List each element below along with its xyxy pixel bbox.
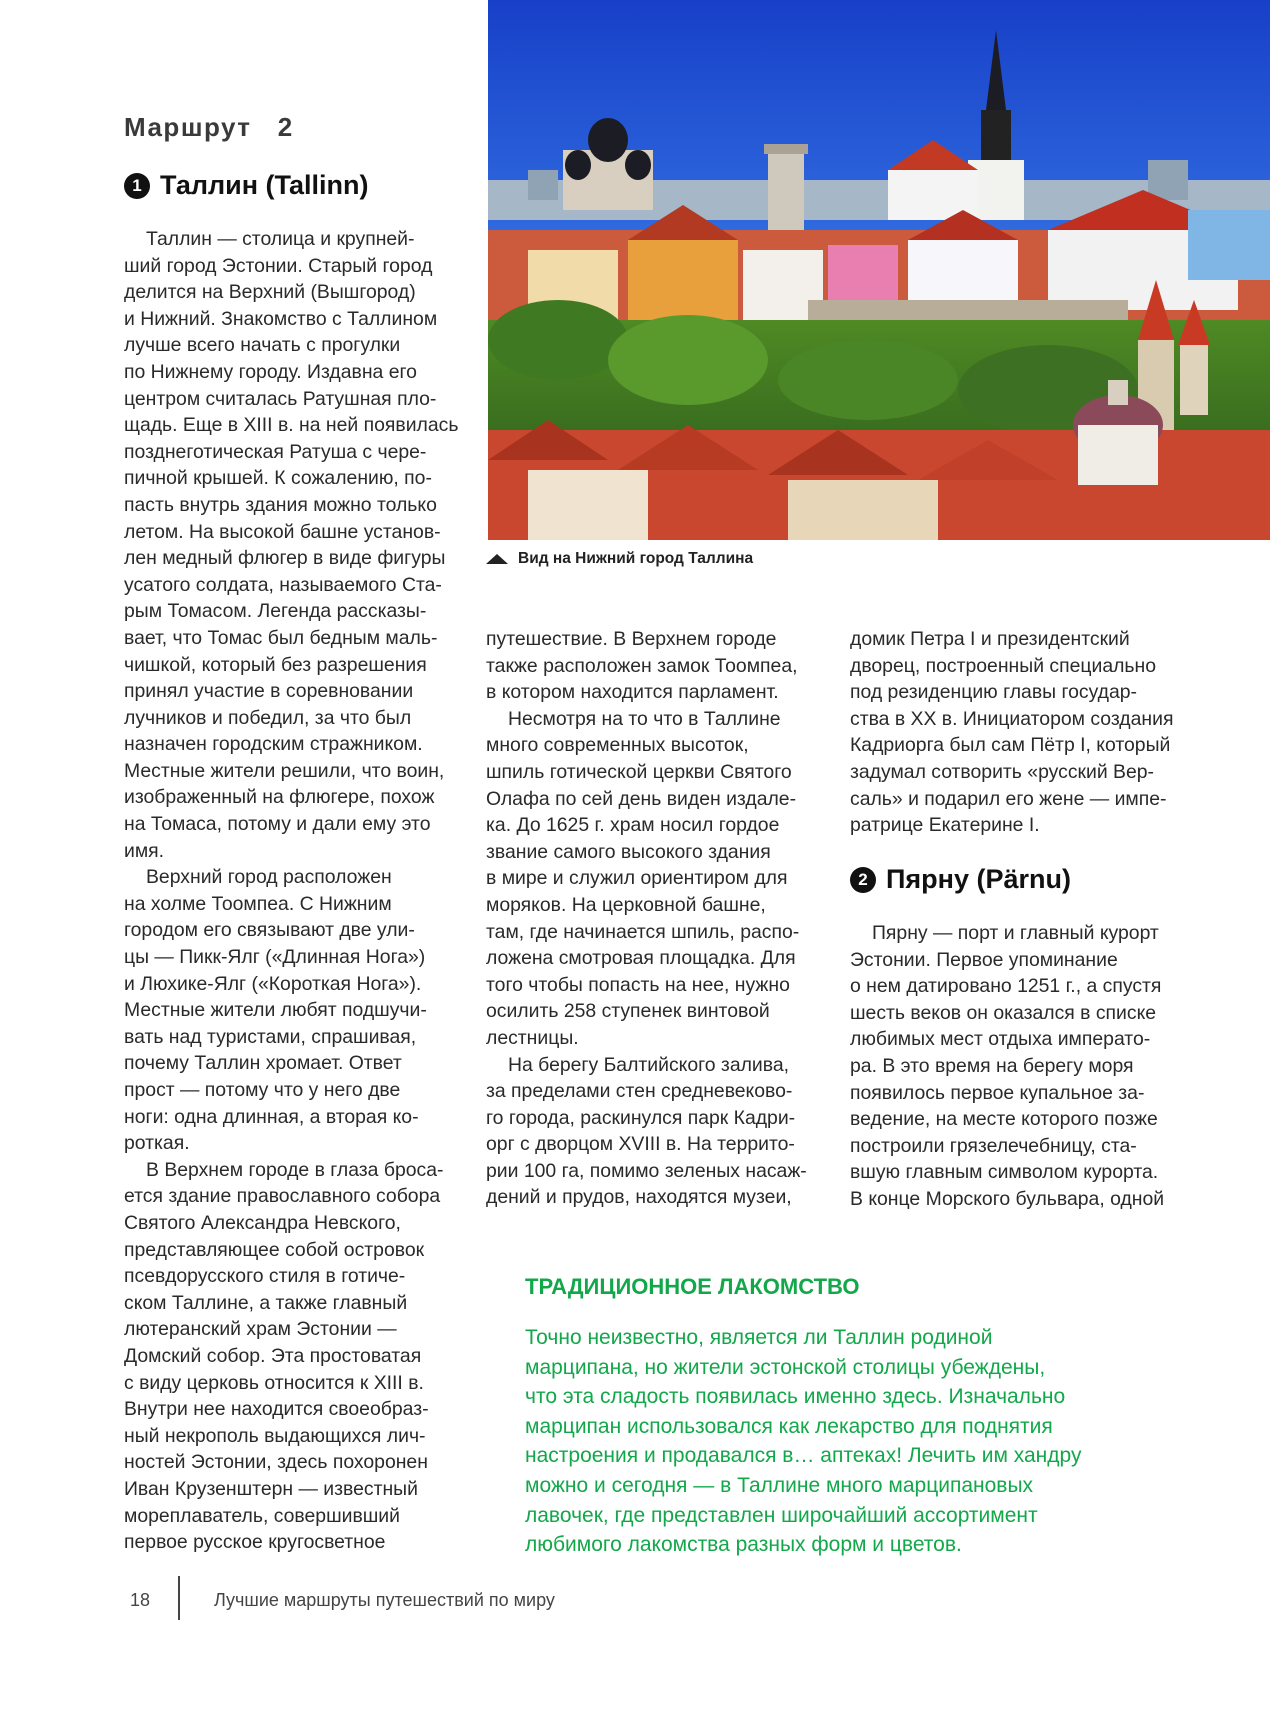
text-column-3 [850,626,1210,839]
sidebar-body: Точно неизвестно, является ли Таллин родиной марципана, но жители эстонской столицы убеждены, что эта сладость появилась именно здесь. Изначально марципан использовался как лекарство для поднятия настроения и продавался в… аптеках! Лечить им хандру можно и сегодня — в Таллине много марципановых лавочек, где представлен широчайший ассортимент любимого лакомства разных форм и цветов. [525,1326,1082,1557]
footer-divider [178,1576,180,1620]
paragraph: В Верхнем городе в глаза броса- ется здание православного собора Святого Александра Невского, представляющее собой островок псевдорусского стиля в готиче- ском Таллине, а также главный лютеранский храм Эстонии — Домский собор. Эта простоватая с виду церковь относится к XIII в. Внутри нее находится своеобраз- ный некрополь выдающихся лич- ностей Эстонии, здесь похоронен Иван Крузенштерн — известный мореплаватель, совершивший первое русское кругосветное [124,1158,444,1554]
section-title: Таллин (Tallinn) [160,170,369,200]
paragraph: Верхний город расположен на холме Тоомпеа. С Нижним городом его связывают две ули- цы — Пикк-Ялг («Длинная Нога») и Люхике-Ялг («Короткая Нога»). Местные жители любят подшучи- вать над туристами, спрашивая, почему Таллин хромает. Ответ прост — потому что у него две ноги: одна длинная, а вторая ко- роткая. [124,866,427,1155]
paragraph: путешествие. В Верхнем городе также расположен замок Тоомпеа, в котором находится парламент. [486,628,798,704]
paragraph: Пярну — порт и главный курорт Эстонии. Первое упоминание о нем датировано 1251 г., а спустя шесть веков он оказался в списке любимых мест отдыха императо- ра. В это время на берегу моря появилось первое купальное за- ведение, на месте которого позже построили грязелечебницу, ста- вшую главным символом курорта. В конце Морского бульвара, одной [850,922,1165,1210]
page-number: 18 [130,1590,151,1610]
section-heading-tallinn [124,170,369,201]
running-footer: Лучшие маршруты путешествий по миру [214,1590,555,1610]
paragraph: Несмотря на то что в Таллине много современных высоток, шпиль готической церкви Святого Олафа по сей день виден издале- ка. До 1625 г. храм носил гордое звание самого высокого здания в мире и служил ориентиром для моряков. На церковной башне, там, где начинается шпиль, распо- ложена смотровая площадка. Для того чтобы попасть на нее, нужно осилить 258 ступенек винтовой лестницы. [486,707,800,1049]
section-number-badge: 2 [850,867,876,893]
text-column-1 [124,226,464,1556]
paragraph: Таллин — столица и крупней- ший город Эстонии. Старый город делится на Верхний (Вышгород) и Нижний. Знакомство с Таллином лучше всего начать с прогулки по Нижнему городу. Издавна его центром считалась Ратушная пло- щадь. Еще в XIII в. на ней появилась позднеготическая Ратуша с чере- пичной крышей. К сожалению, по- пасть внутрь здания можно только летом. На высокой башне установ- лен медный флюгер в виде фигуры усатого солдата, называемого Ста- рым Томасом. Легенда рассказы- вает, что Томас был бедным маль- чишкой, который без разрешения принял участие в соревновании лучников и победил, за что был назначен городским стражником. Местные жители решили, что воин, изображенный на флюгере, похож на Томаса, потому и дали ему это имя. [124,228,459,862]
photo-caption [486,550,753,568]
route-label: Маршрут 2 [124,112,294,142]
text-column-3-continued [850,920,1210,1213]
paragraph: На берегу Балтийского залива, за пределами стен средневеково- го города, раскинулся парк Кадри- орг с дворцом XVIII в. На террито- рии 100 га, помимо зеленых насаж- дений и прудов, находятся музеи, [486,1053,807,1209]
caption-text: Вид на Нижний город Таллина [518,550,754,567]
section-heading-parnu [850,864,1071,895]
section-number-badge: 1 [124,173,150,199]
paragraph: домик Петра I и президентский дворец, построенный специально под резиденцию главы государ- ства в XX в. Инициатором создания Кадриорга был сам Пётр I, который задумал сотворить «русский Вер- саль» и подарил его жене — импе- ратрице Екатерине I. [850,628,1174,837]
text-column-2 [486,626,826,1211]
triangle-up-icon [486,554,508,564]
sidebar-title: ТРАДИЦИОННОЕ ЛАКОМСТВО [525,1274,860,1299]
tallinn-old-town-photo [488,0,1270,540]
section-title: Пярну (Pärnu) [886,864,1071,894]
